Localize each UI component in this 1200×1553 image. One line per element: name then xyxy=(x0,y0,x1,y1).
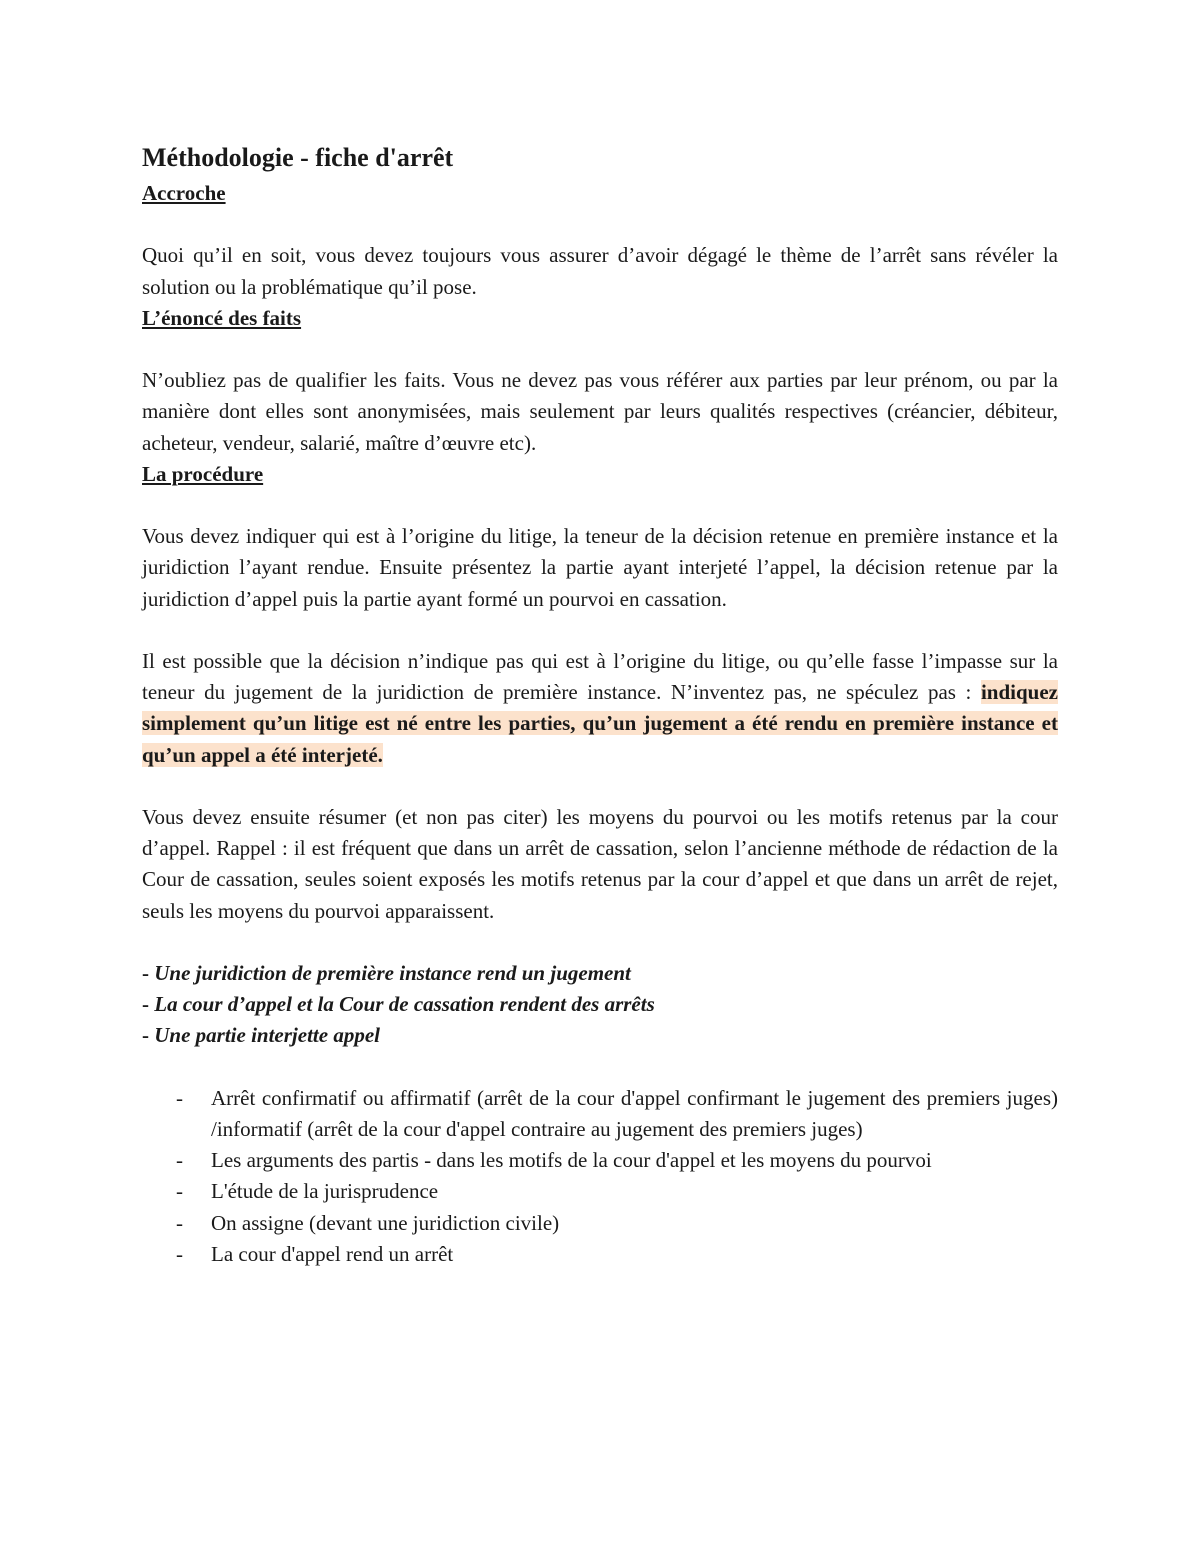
bullet-dash-icon: - xyxy=(176,1085,183,1110)
list-item-text: On assigne (devant une juridiction civile) xyxy=(211,1210,560,1235)
dash-glyph: - xyxy=(142,992,155,1017)
bullet-dash-icon: - xyxy=(176,1148,183,1173)
paragraph-procedure-3: Vous devez ensuite résumer (et non pas citer) les moyens du pourvoi ou les motifs retenus par la cour d’appel. Rappel : il est fréquent que dans un arrêt de cassation, selon l’ancienne méthode de rédaction de la Cour de cassation, seules soient exposés les motifs retenus par la cour d’appel et que dans un arrêt de rejet, seuls les moyens du pourvoi apparaissent. xyxy=(142,804,1058,923)
italic-line xyxy=(142,958,1058,989)
bullet-list xyxy=(142,1083,1058,1270)
paragraph-faits: N’oubliez pas de qualifier les faits. Vous ne devez pas vous référer aux parties par leur prénom, ou par la manière dont elles sont anonymisées, mais seulement par leurs qualités respectives (créancier, débiteur, acheteur, vendeur, salarié, maître d’œuvre etc). xyxy=(142,368,1058,455)
italic-line-text: Une juridiction de première instance rend un jugement xyxy=(154,960,631,985)
list-item xyxy=(142,1145,1058,1176)
document-title: Méthodologie - fiche d'arrêt xyxy=(142,143,454,172)
italic-line-text: La cour d’appel et la Cour de cassation rendent des arrêts xyxy=(154,992,655,1017)
list-item xyxy=(142,1239,1058,1270)
dash-glyph: - xyxy=(142,960,155,985)
highlighted-text: indiquez simplement qu’un litige est né entre les parties, qu’un jugement a été rendu en première instance et qu’un appel a été interjeté. xyxy=(142,680,1058,767)
bullet-dash-icon: - xyxy=(176,1179,183,1204)
list-item-text: L'étude de la jurisprudence xyxy=(211,1179,439,1204)
bullet-dash-icon: - xyxy=(176,1241,183,1266)
paragraph-procedure-1: Vous devez indiquer qui est à l’origine du litige, la teneur de la décision retenue en première instance et la juridiction l’ayant rendue. Ensuite présentez la partie ayant interjeté l’appel, la décision retenue par la juridiction d’appel puis la partie ayant formé un pourvoi en cassation. xyxy=(142,524,1058,611)
list-item xyxy=(142,1083,1058,1145)
list-item-text: La cour d'appel rend un arrêt xyxy=(211,1241,454,1266)
list-item xyxy=(142,1176,1058,1207)
italic-line xyxy=(142,989,1058,1020)
paragraph-procedure-2-text: Il est possible que la décision n’indique pas qui est à l’origine du litige, ou qu’elle fasse l’impasse sur la teneur du jugement de la juridiction de première instance. N’inventez pas, ne spéculez pas : xyxy=(142,648,1058,705)
list-item-text: Arrêt confirmatif ou affirmatif (arrêt de la cour d'appel confirmant le jugement des premiers juges) /informatif (arrêt de la cour d'appel contraire au jugement des premiers juges) xyxy=(211,1085,1058,1141)
list-item xyxy=(142,1208,1058,1239)
section-heading-faits: L’énoncé des faits xyxy=(142,305,302,330)
bullet-dash-icon: - xyxy=(176,1210,183,1235)
dash-glyph: - xyxy=(142,1023,155,1048)
document-page xyxy=(142,138,1058,1270)
italic-line-text: Une partie interjette appel xyxy=(154,1023,380,1048)
italic-line xyxy=(142,1020,1058,1051)
list-item-text: Les arguments des partis - dans les motifs de la cour d'appel et les moyens du pourvoi xyxy=(211,1148,932,1173)
italic-summary-lines xyxy=(142,958,1058,1052)
paragraph-accroche: Quoi qu’il en soit, vous devez toujours vous assurer d’avoir dégagé le thème de l’arrêt sans révéler la solution ou la problématique qu’il pose. xyxy=(142,243,1058,299)
section-heading-accroche: Accroche xyxy=(142,181,226,205)
paragraph-procedure-2 xyxy=(142,646,1058,771)
section-heading-procedure: La procédure xyxy=(142,461,264,486)
